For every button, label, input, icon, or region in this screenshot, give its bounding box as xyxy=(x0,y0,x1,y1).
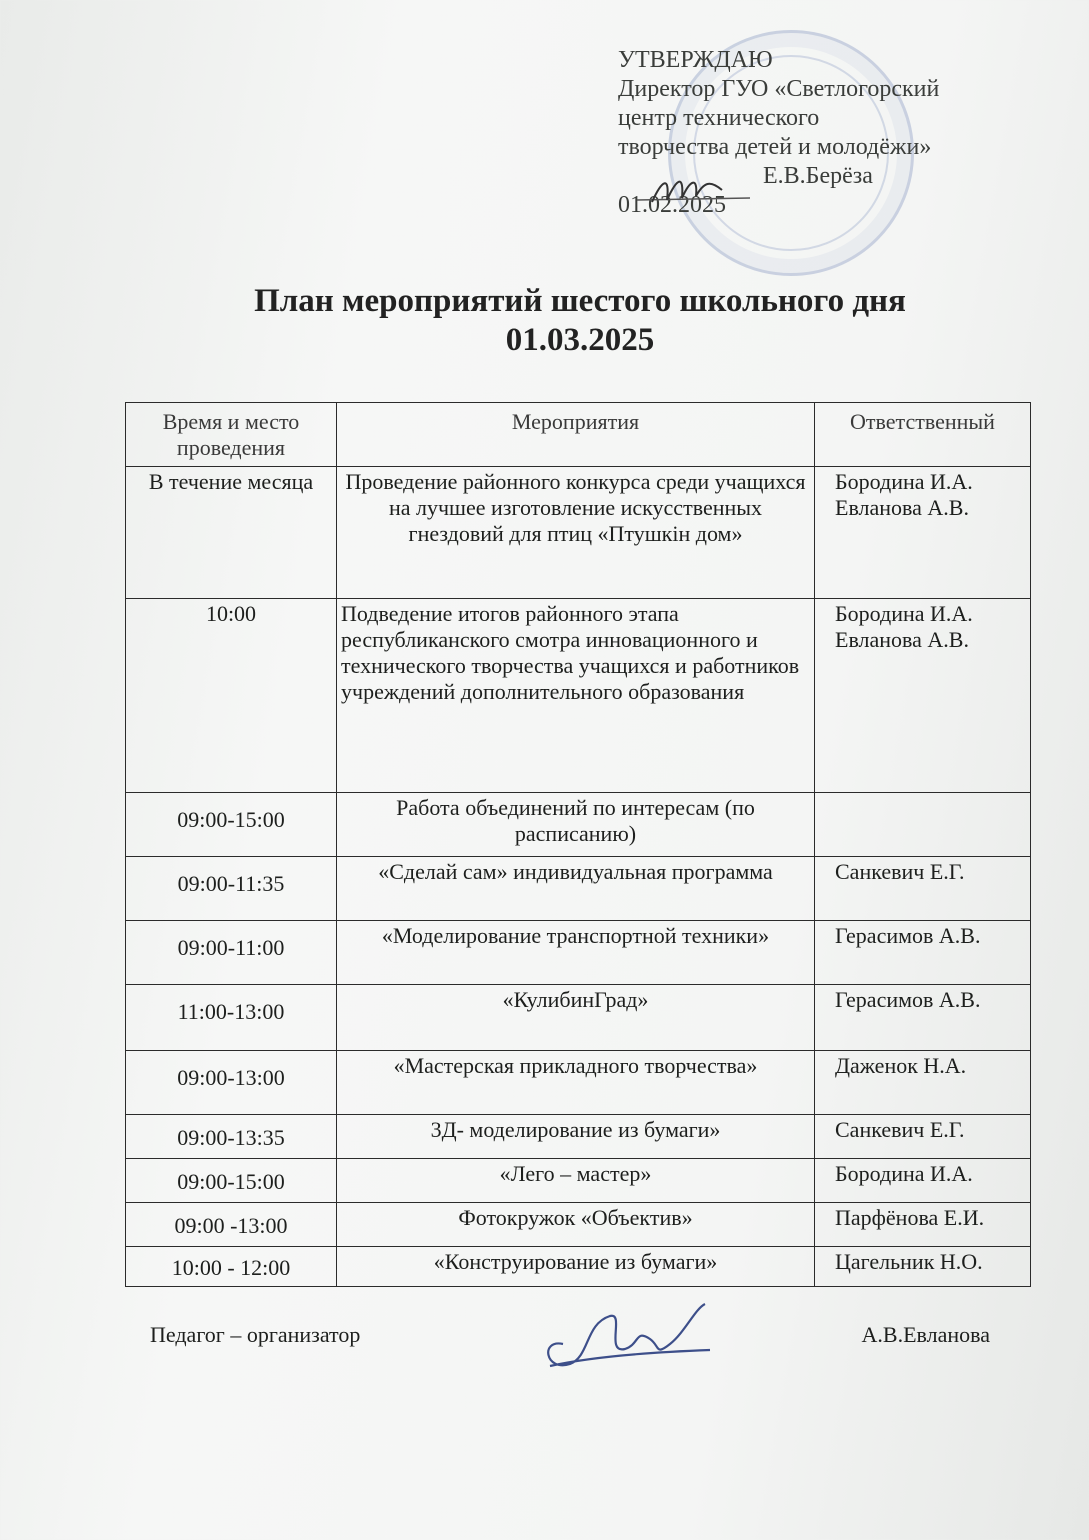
events-table xyxy=(125,402,1031,1287)
header-time: Время и место проведения xyxy=(126,403,337,467)
cell-time: 09:00-13:35 xyxy=(126,1115,337,1159)
cell-time: 09:00 -13:00 xyxy=(126,1203,337,1247)
approval-signer: Е.В.Берёза xyxy=(763,163,873,189)
footer-role: Педагог – организатор xyxy=(150,1322,361,1347)
cell-responsible: Даженок Н.А. xyxy=(815,1051,1031,1115)
footer-name: А.В.Евланова xyxy=(861,1322,990,1347)
cell-time: 09:00-11:00 xyxy=(126,921,337,985)
table-row xyxy=(126,1115,1031,1159)
approval-line: центр технического xyxy=(618,105,820,131)
cell-event: «Лего – мастер» xyxy=(337,1159,815,1203)
cell-responsible: Цагельник Н.О. xyxy=(815,1247,1031,1287)
title-line-1: План мероприятий шестого школьного дня xyxy=(254,283,906,319)
cell-event: «КулибинГрад» xyxy=(337,985,815,1051)
title-date: 01.03.2025 xyxy=(505,322,655,358)
cell-event: «Мастерская прикладного творчества» xyxy=(337,1051,815,1115)
table-header-row xyxy=(126,403,1031,467)
table-row xyxy=(126,599,1031,793)
cell-time: 09:00-15:00 xyxy=(126,1159,337,1203)
table-row xyxy=(126,793,1031,857)
organizer-signature xyxy=(535,1294,715,1384)
director-signature xyxy=(632,160,752,220)
approval-line: Директор ГУО «Светлогорский xyxy=(618,76,940,102)
cell-time: 09:00-15:00 xyxy=(126,793,337,857)
approval-date: 01.02.2025 xyxy=(618,192,726,218)
cell-responsible: Парфёнова Е.И. xyxy=(815,1203,1031,1247)
cell-responsible: Санкевич Е.Г. xyxy=(815,857,1031,921)
footer xyxy=(150,1322,990,1382)
cell-event: «Моделирование транспортной техники» xyxy=(337,921,815,985)
cell-event: Работа объединений по интересам (по расписанию) xyxy=(337,793,815,857)
cell-responsible: Бородина И.А. Евланова А.В. xyxy=(815,467,1031,599)
cell-event: Проведение районного конкурса среди учащихся на лучшее изготовление искусственных гнездовий для птиц «Птушкін дом» xyxy=(337,467,815,599)
header-event: Мероприятия xyxy=(337,403,815,467)
approval-line: УТВЕРЖДАЮ xyxy=(618,47,773,73)
cell-time: 09:00-13:00 xyxy=(126,1051,337,1115)
cell-responsible: Герасимов А.В. xyxy=(815,921,1031,985)
cell-time: 09:00-11:35 xyxy=(126,857,337,921)
table-row xyxy=(126,1159,1031,1203)
cell-event: «Сделай сам» индивидуальная программа xyxy=(337,857,815,921)
cell-time: 10:00 - 12:00 xyxy=(126,1247,337,1287)
cell-event: Фотокружок «Объектив» xyxy=(337,1203,815,1247)
page-title xyxy=(0,282,1089,360)
cell-responsible xyxy=(815,793,1031,857)
table-row xyxy=(126,1247,1031,1287)
table-row xyxy=(126,857,1031,921)
table-row xyxy=(126,921,1031,985)
table-row xyxy=(126,1203,1031,1247)
cell-responsible: Санкевич Е.Г. xyxy=(815,1115,1031,1159)
table-row xyxy=(126,985,1031,1051)
cell-time: 11:00-13:00 xyxy=(126,985,337,1051)
cell-event: Подведение итогов районного этапа республиканского смотра инновационного и технического творчества учащихся и работников учреждений дополнительного образования xyxy=(337,599,815,793)
table-row xyxy=(126,1051,1031,1115)
cell-time: В течение месяца xyxy=(126,467,337,599)
cell-time: 10:00 xyxy=(126,599,337,793)
cell-responsible: Бородина И.А. Евланова А.В. xyxy=(815,599,1031,793)
cell-responsible: Бородина И.А. xyxy=(815,1159,1031,1203)
header-responsible: Ответственный xyxy=(815,403,1031,467)
approval-line: творчества детей и молодёжи» xyxy=(618,134,932,160)
table-row xyxy=(126,467,1031,599)
cell-event: «Конструирование из бумаги» xyxy=(337,1247,815,1287)
cell-event: 3Д- моделирование из бумаги» xyxy=(337,1115,815,1159)
cell-responsible: Герасимов А.В. xyxy=(815,985,1031,1051)
